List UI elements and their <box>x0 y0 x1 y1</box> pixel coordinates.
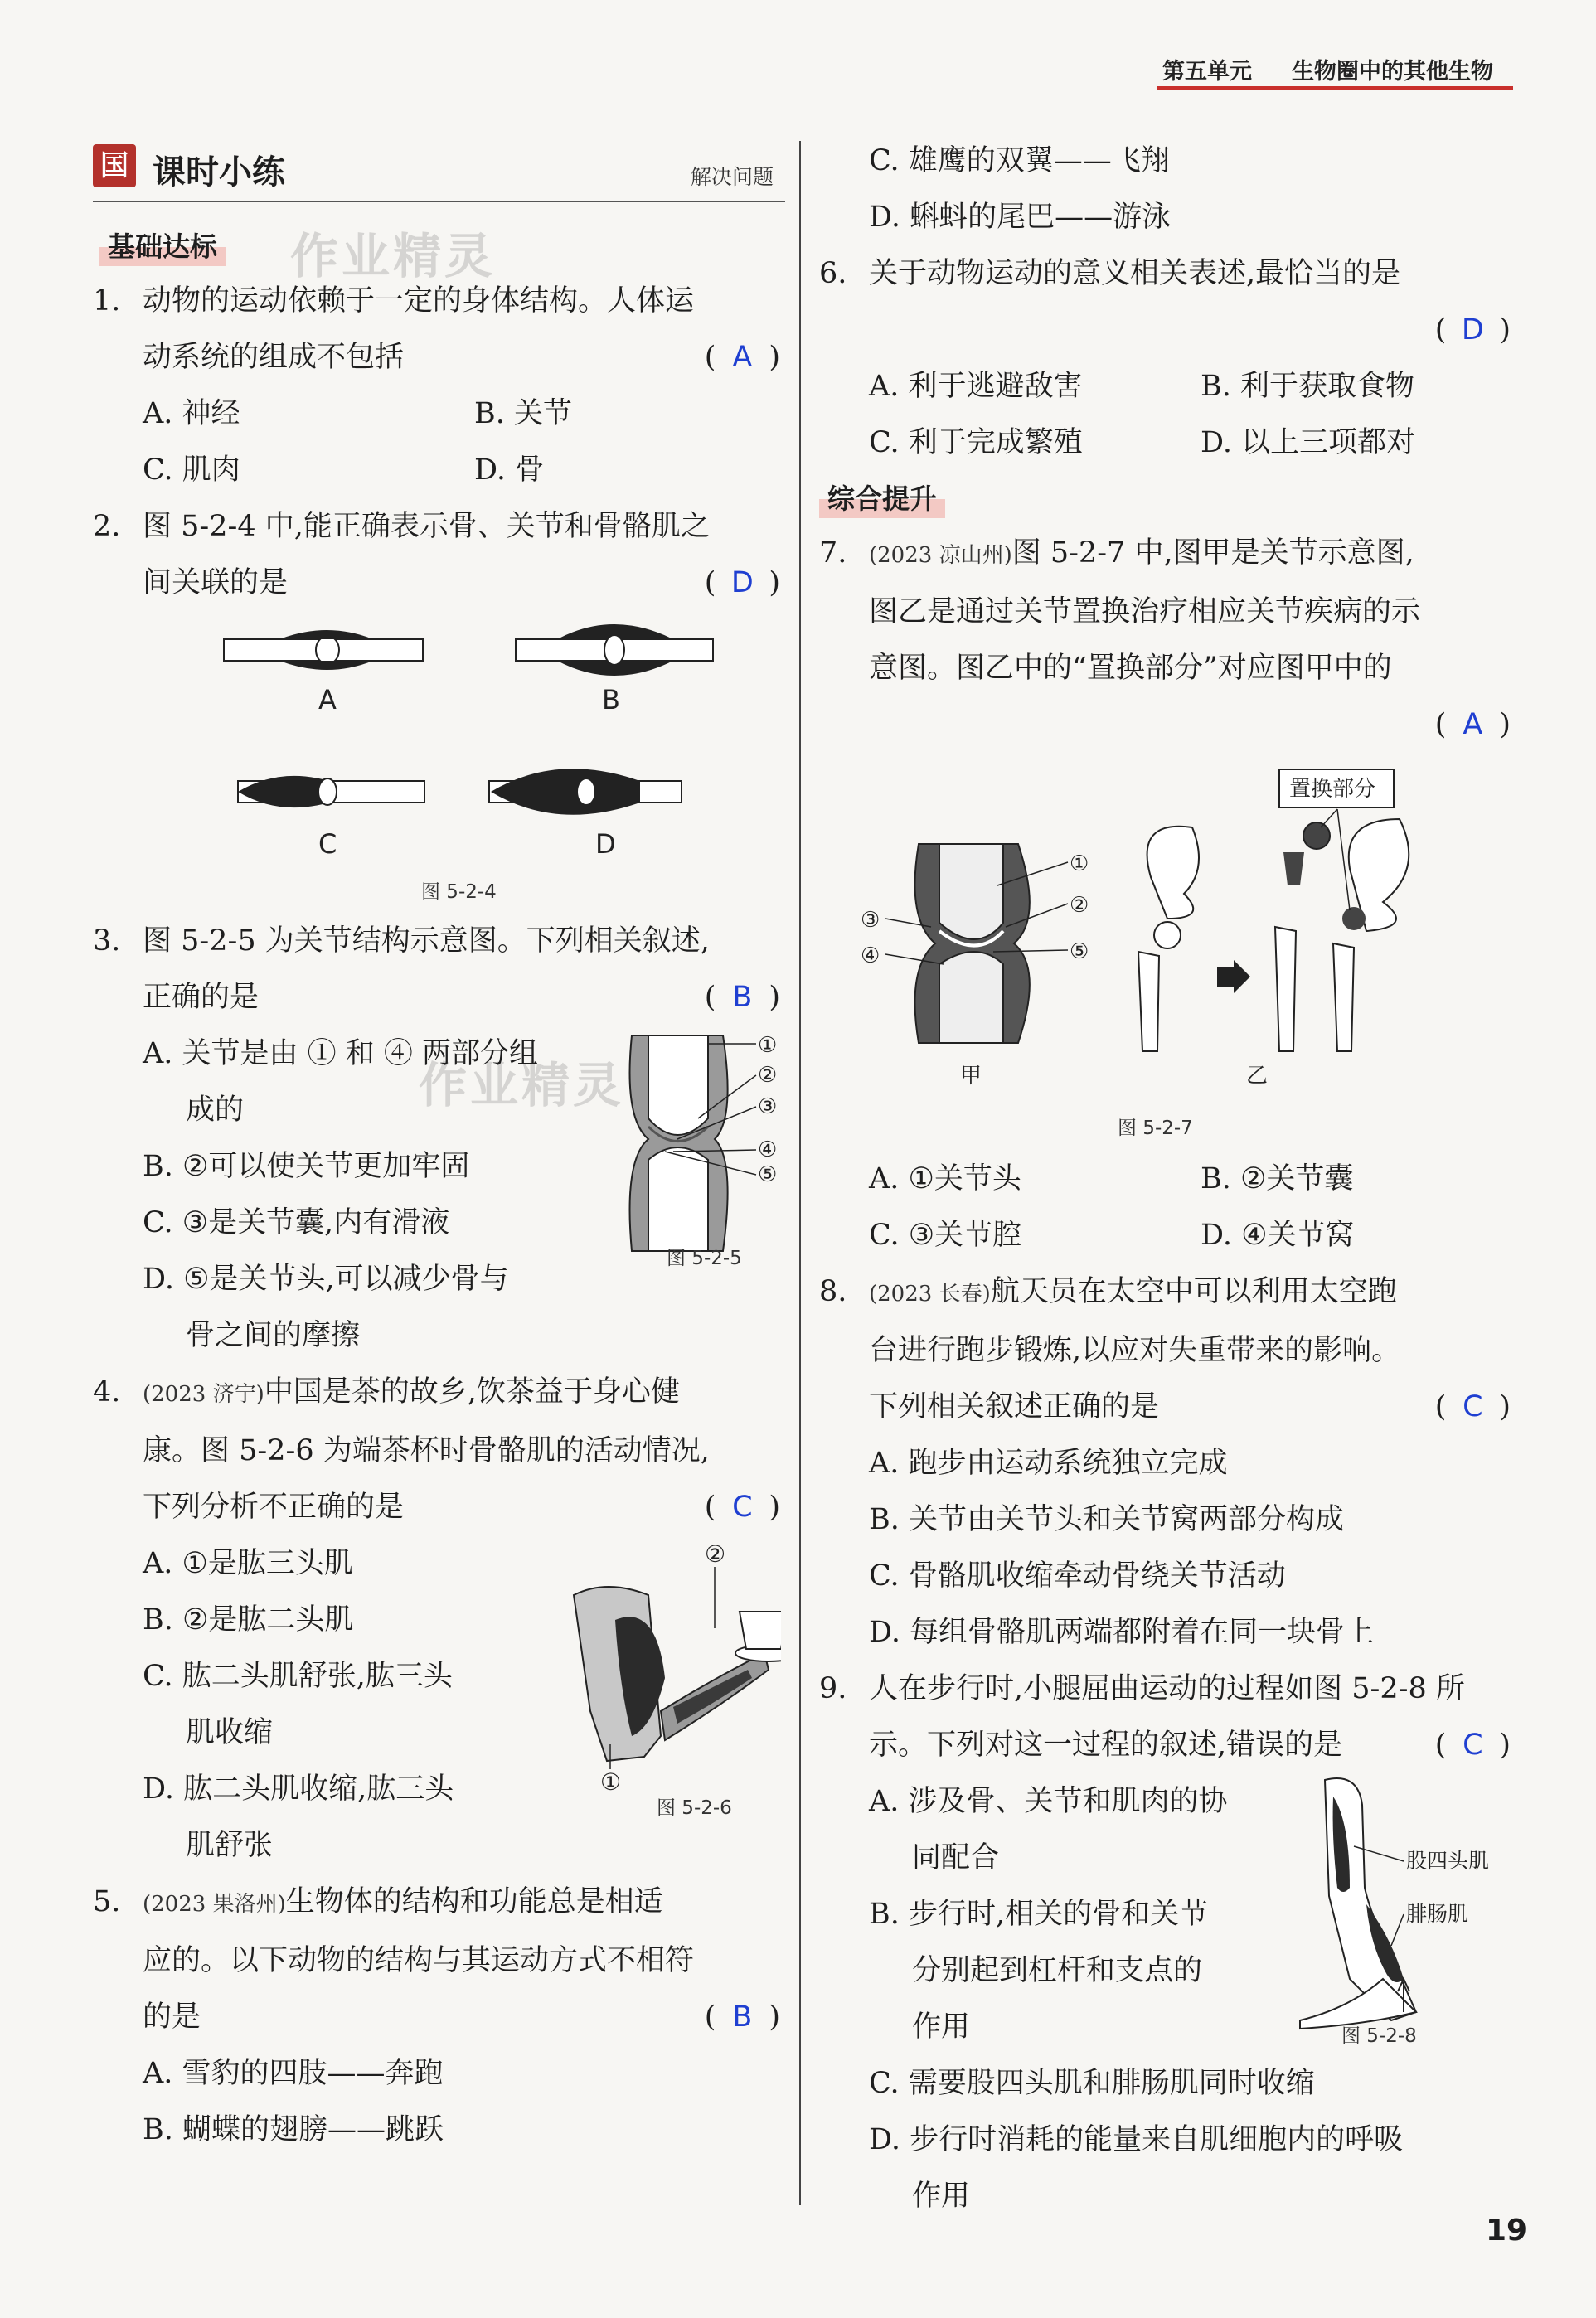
question-text: 的是 <box>143 2000 201 2034</box>
option-a: A. 跑步由运动系统独立完成 <box>869 1447 1228 1480</box>
answer-value: B <box>732 2000 753 2034</box>
question-text: 动物的运动依赖于一定的身体结构。人体运 <box>143 284 695 318</box>
header-title: 生物圈中的其他生物 <box>1292 59 1493 85</box>
option-b: B. 关节由关节头和关节窝两部分构成 <box>869 1503 1344 1536</box>
callout: ② <box>1070 893 1089 918</box>
option-d: D. 每组骨骼肌两端都附着在同一块骨上 <box>869 1616 1375 1649</box>
callout: ③ <box>861 908 880 933</box>
question-4-body <box>93 1535 785 1874</box>
hip-replacement-diagram-yi <box>1138 769 1409 1089</box>
option-c-cont: 肌收缩 <box>186 1716 274 1749</box>
option-d: D. ⑤是关节头,可以减少骨与 <box>143 1263 509 1296</box>
figure-label: D <box>595 828 616 860</box>
question-text: 动系统的组成不包括 <box>143 341 405 374</box>
question-source: (2023 济宁) <box>143 1382 264 1407</box>
option-d-cont: 作用 <box>912 2180 971 2213</box>
answer-bracket: ( D ) <box>1435 302 1511 358</box>
muscle-label: 股四头肌 <box>1406 1849 1490 1873</box>
question-text: 航天员在太空中可以利用太空跑 <box>990 1275 1397 1308</box>
option-c: C. 利于完成繁殖 <box>869 426 1083 459</box>
joint-diagram-jia <box>861 844 1089 1089</box>
answer-value: D <box>730 566 754 599</box>
tag-basic: 基础达标 <box>99 224 226 266</box>
question-number: 1. <box>93 284 121 318</box>
option-c: C. 肱二头肌舒张,肱三头 <box>143 1660 453 1693</box>
question-number: 4. <box>93 1375 121 1409</box>
question-text: 意图。图乙中的“置换部分”对应图甲中的 <box>869 652 1392 685</box>
question-number: 6. <box>819 257 847 290</box>
option-b-cont: 作用 <box>912 2010 971 2044</box>
callout: ⑤ <box>1070 939 1089 964</box>
section-header <box>93 141 785 202</box>
answer-bracket: ( A ) <box>705 329 780 386</box>
options <box>143 386 785 498</box>
question-text: 康。图 5-2-6 为端茶杯时骨骼肌的活动情况, <box>143 1434 710 1467</box>
question-text: 下列分析不正确的是 <box>143 1491 405 1524</box>
options <box>869 358 1516 471</box>
question-text: 图 5-2-5 为关节结构示意图。下列相关叙述, <box>143 924 710 958</box>
callout: ① <box>758 1033 778 1058</box>
callout: ④ <box>861 943 880 968</box>
option-a: A. ①是肱三头肌 <box>143 1547 353 1580</box>
option-d: D. ④关节窝 <box>1201 1219 1355 1252</box>
callout: ① <box>1070 851 1089 876</box>
option-c: C. ③关节腔 <box>869 1219 1022 1252</box>
question-text: 示。下列对这一过程的叙述,错误的是 <box>869 1729 1343 1762</box>
figure-5-2-7 <box>819 753 1516 1147</box>
bone-diagram-a <box>224 630 423 715</box>
figure-5-2-8 <box>1292 1772 1516 2045</box>
callout: ① <box>600 1768 622 1796</box>
question-number: 3. <box>93 924 121 958</box>
question-5 <box>93 1874 785 2045</box>
figure-label: C <box>318 828 337 860</box>
answer-value: D <box>1461 313 1484 347</box>
bone-diagram-c <box>238 776 424 860</box>
question-3-body <box>93 1026 785 1364</box>
section-icon: 国 <box>93 144 136 187</box>
option-d: D. 以上三项都对 <box>1201 426 1416 459</box>
question-text: 关于动物运动的意义相关表述,最恰当的是 <box>869 257 1401 290</box>
tag-advanced: 综合提升 <box>819 476 945 518</box>
answer-bracket: ( C ) <box>705 1479 780 1535</box>
callout: ③ <box>758 1094 778 1119</box>
question-text: 台进行跑步锻炼,以应对失重带来的影响。 <box>869 1334 1401 1367</box>
answer-bracket: ( B ) <box>705 969 780 1026</box>
right-column <box>819 133 1516 2224</box>
answer-bracket: ( D ) <box>705 555 780 611</box>
option-d: D. 骨 <box>474 453 545 487</box>
question-text: 图 5-2-4 中,能正确表示骨、关节和骨骼肌之 <box>143 510 710 543</box>
watermark: 作业精灵 <box>419 1057 625 1113</box>
answer-value: A <box>1463 708 1483 741</box>
question-number: 2. <box>93 510 121 543</box>
options <box>869 1151 1516 1263</box>
figure-caption: 图 5-2-4 <box>421 881 497 903</box>
question-7 <box>819 525 1516 753</box>
question-text: 下列相关叙述正确的是 <box>869 1390 1160 1423</box>
option-b: B. ②是肱二头肌 <box>143 1603 354 1637</box>
question-3 <box>93 913 785 1026</box>
header-rule <box>1157 86 1513 90</box>
callout: ④ <box>758 1137 778 1162</box>
question-text: 生物体的结构和功能总是相适 <box>285 1885 663 1918</box>
option-d-cont: 骨之间的摩擦 <box>186 1319 361 1352</box>
answer-value: C <box>732 1491 753 1524</box>
option-a: A. 雪豹的四肢——奔跑 <box>143 2057 444 2090</box>
figure-caption: 图 5-2-6 <box>657 1797 732 1819</box>
question-text: 间关联的是 <box>143 566 289 599</box>
option-d-cont: 肌舒张 <box>186 1829 274 1862</box>
question-8 <box>819 1263 1516 1435</box>
question-6 <box>819 245 1516 358</box>
option-b-cont: 分别起到杠杆和支点的 <box>912 1954 1203 1987</box>
section-subtitle: 解决问题 <box>690 165 774 189</box>
question-number: 8. <box>819 1275 847 1308</box>
option-a: A. 神经 <box>143 397 240 430</box>
question-number: 9. <box>819 1672 847 1705</box>
option-d: D. 肱二头肌收缩,肱三头 <box>143 1772 454 1806</box>
question-text: 正确的是 <box>143 981 260 1014</box>
option-b: B. 步行时,相关的骨和关节 <box>869 1898 1209 1931</box>
question-text: 应的。以下动物的结构与其运动方式不相符 <box>143 1944 695 1977</box>
question-4 <box>93 1364 785 1535</box>
muscle-label: 腓肠肌 <box>1406 1902 1469 1926</box>
answer-bracket: ( C ) <box>1435 1379 1511 1435</box>
replacement-box-label: 置换部分 <box>1289 777 1376 802</box>
option-c: C. ③是关节囊,内有滑液 <box>143 1206 450 1239</box>
option-d: D. 蝌蚪的尾巴——游泳 <box>869 201 1172 234</box>
callout: ⑤ <box>758 1162 778 1187</box>
option-a-cont: 同配合 <box>912 1841 1000 1874</box>
bone-diagram-d <box>489 769 682 860</box>
answer-value: A <box>732 341 753 374</box>
figure-caption: 图 5-2-7 <box>1118 1118 1193 1139</box>
header-unit: 第五单元 <box>1162 59 1252 85</box>
figure-5-2-6 <box>557 1529 781 1819</box>
option-a: A. ①关节头 <box>869 1162 1021 1195</box>
callout: ② <box>705 1540 726 1568</box>
figure-caption: 图 5-2-8 <box>1341 2025 1417 2045</box>
option-b: B. ②可以使关节更加牢固 <box>143 1150 470 1183</box>
left-column <box>93 141 785 2158</box>
option-a: A. 关节是由 ① 和 ④ 两部分组 <box>143 1037 539 1070</box>
question-9 <box>819 1661 1516 1773</box>
figure-label: 甲 <box>960 1064 982 1089</box>
question-number: 7. <box>819 536 847 570</box>
question-9-body <box>819 1773 1516 2055</box>
figure-5-2-5 <box>615 1027 789 1268</box>
answer-bracket: ( B ) <box>705 1989 780 2045</box>
figure-label: 乙 <box>1246 1064 1269 1089</box>
option-b: B. ②关节囊 <box>1201 1162 1354 1195</box>
question-source: (2023 果洛州) <box>143 1892 286 1917</box>
answer-bracket: ( A ) <box>1435 696 1511 753</box>
answer-value: B <box>732 981 753 1014</box>
figure-caption: 图 5-2-5 <box>667 1248 742 1268</box>
watermark: 作业精灵 <box>290 228 497 284</box>
page-number: 19 <box>1486 2214 1528 2248</box>
option-c: C. 骨骼肌收缩牵动骨绕关节活动 <box>869 1559 1286 1593</box>
question-1 <box>93 273 785 386</box>
option-c: C. 需要股四头肌和腓肠肌同时收缩 <box>869 2067 1315 2100</box>
option-b: B. 利于获取食物 <box>1201 370 1414 403</box>
figure-label: A <box>318 684 337 715</box>
option-b: B. 蝴蝶的翅膀——跳跃 <box>143 2113 444 2146</box>
question-text: 中国是茶的故乡,饮茶益于身心健 <box>264 1375 680 1409</box>
question-text: 图乙是通过关节置换治疗相应关节疾病的示 <box>869 595 1421 628</box>
option-b: B. 关节 <box>474 397 572 430</box>
callout: ② <box>758 1063 778 1088</box>
answer-value: C <box>1463 1390 1483 1423</box>
question-number: 5. <box>93 1885 121 1918</box>
question-source: (2023 凉山州) <box>869 543 1012 568</box>
option-c: C. 肌肉 <box>143 453 240 487</box>
figure-label: B <box>602 684 620 715</box>
option-a: A. 利于逃避敌害 <box>869 370 1083 403</box>
option-c: C. 雄鹰的双翼——飞翔 <box>869 144 1170 177</box>
option-a: A. 涉及骨、关节和肌肉的协 <box>869 1785 1228 1818</box>
answer-bracket: ( C ) <box>1435 1717 1511 1773</box>
answer-value: C <box>1463 1729 1483 1762</box>
question-source: (2023 长春) <box>869 1282 991 1307</box>
question-text: 图 5-2-7 中,图甲是关节示意图, <box>1011 536 1414 570</box>
bone-diagram-b <box>516 624 713 715</box>
figure-5-2-4 <box>93 611 785 909</box>
option-a-cont: 成的 <box>186 1094 245 1127</box>
question-text: 人在步行时,小腿屈曲运动的过程如图 5-2-8 所 <box>869 1672 1465 1705</box>
option-d: D. 步行时消耗的能量来自肌细胞内的呼吸 <box>869 2123 1404 2156</box>
section-title: 课时小练 <box>153 153 285 192</box>
question-2 <box>93 498 785 611</box>
